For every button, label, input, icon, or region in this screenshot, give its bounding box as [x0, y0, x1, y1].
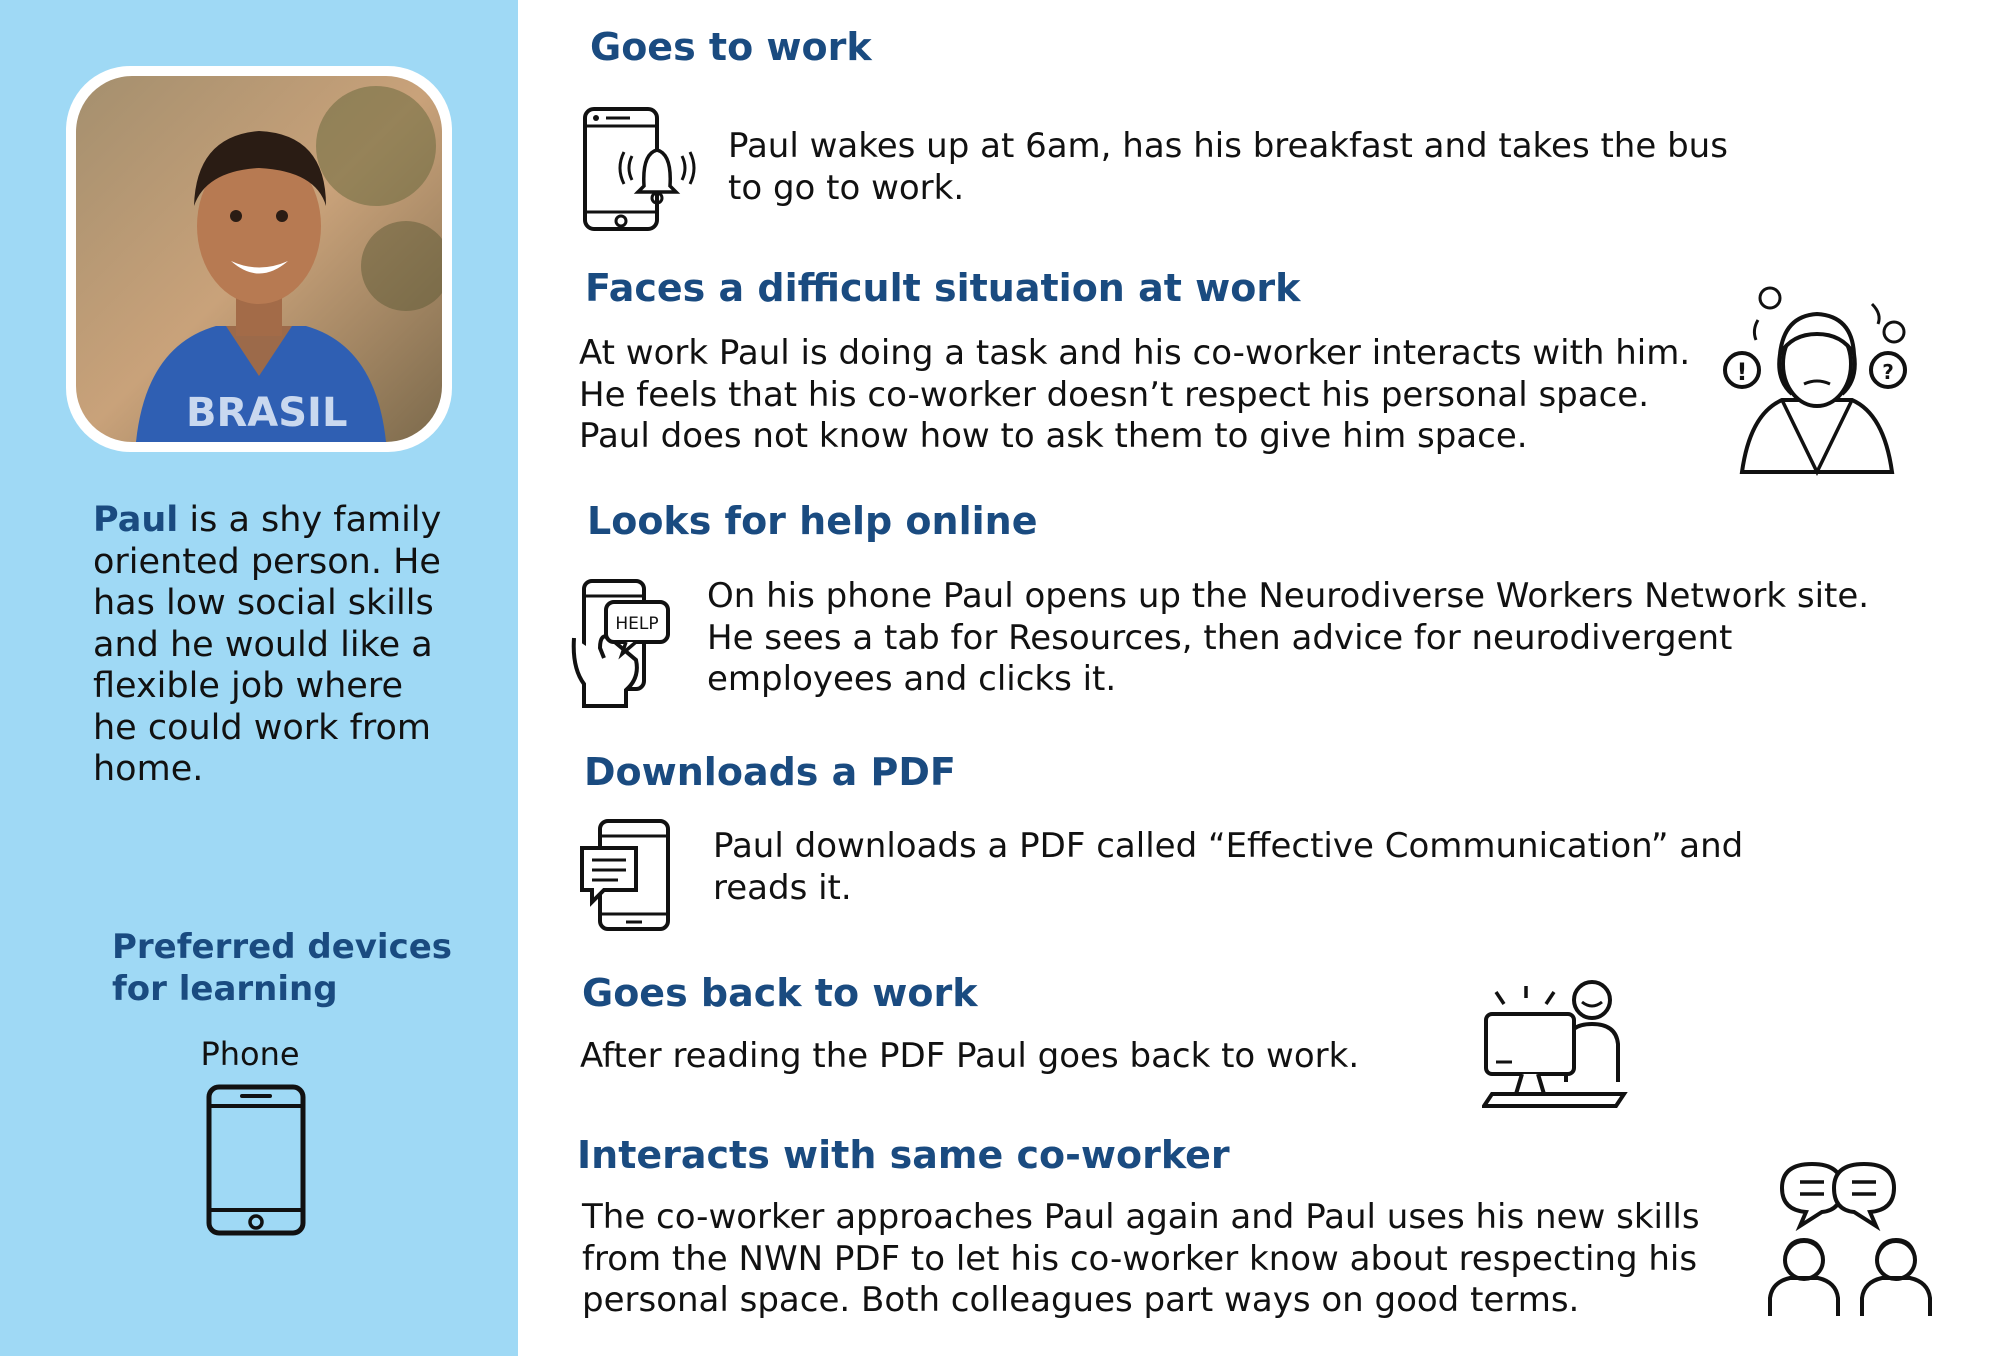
person-at-computer-icon	[1482, 978, 1630, 1108]
step-title-interacts-again: Interacts with same co-worker	[577, 1133, 1230, 1177]
device-label: Phone	[200, 1035, 300, 1073]
svg-text:BRASIL: BRASIL	[186, 390, 348, 436]
persona-name: Paul	[93, 500, 179, 540]
step-title-back-to-work: Goes back to work	[582, 971, 978, 1015]
stressed-person-icon	[1722, 284, 1912, 476]
step-title-downloads-pdf: Downloads a PDF	[584, 750, 956, 794]
step-text-interacts-again: The co-worker approaches Paul again and Paul uses his new skills from the NWN PDF to let his co-worker know about respecting his personal space. Both colleagues part ways on good terms.	[582, 1197, 1700, 1320]
step-title-looks-for-help: Looks for help online	[587, 499, 1038, 543]
step-text-difficult-situation: At work Paul is doing a task and his co-worker interacts with him. He feels that his co-worker doesn’t respect his personal space. Paul does not know how to ask them to give him space.	[579, 333, 1691, 456]
preferred-devices-heading: Preferred devices for learning	[112, 927, 453, 1009]
step-title-goes-to-work: Goes to work	[590, 25, 872, 69]
phone-icon	[206, 1084, 306, 1236]
phone-help-icon	[570, 578, 672, 710]
person-photo	[76, 76, 442, 442]
step-text-back-to-work: After reading the PDF Paul goes back to work.	[580, 1036, 1360, 1076]
svg-text:?: ?	[1882, 360, 1894, 384]
step-text-looks-for-help: On his phone Paul opens up the Neurodiverse Workers Network site. He sees a tab for Resources, then advice for neurodivergent employees and clicks it.	[707, 576, 1870, 699]
persona-photo-frame	[66, 66, 452, 452]
help-icon-text: HELP	[615, 614, 659, 634]
step-text-downloads-pdf: Paul downloads a PDF called “Effective Communication” and reads it.	[713, 826, 1744, 908]
persona-bio-text: is a shy family oriented person. He has low social skills and he would like a flexible job where he could work from home.	[93, 500, 442, 789]
two-people-talking-icon	[1766, 1160, 1944, 1318]
phone-alarm-icon	[582, 106, 696, 234]
persona-sidebar	[0, 0, 518, 1356]
step-text-goes-to-work: Paul wakes up at 6am, has his breakfast and takes the bus to go to work.	[728, 126, 1728, 208]
step-title-difficult-situation: Faces a difficult situation at work	[585, 266, 1301, 310]
persona-bio	[93, 500, 453, 791]
phone-document-icon	[578, 818, 672, 932]
svg-text:!: !	[1736, 358, 1748, 386]
